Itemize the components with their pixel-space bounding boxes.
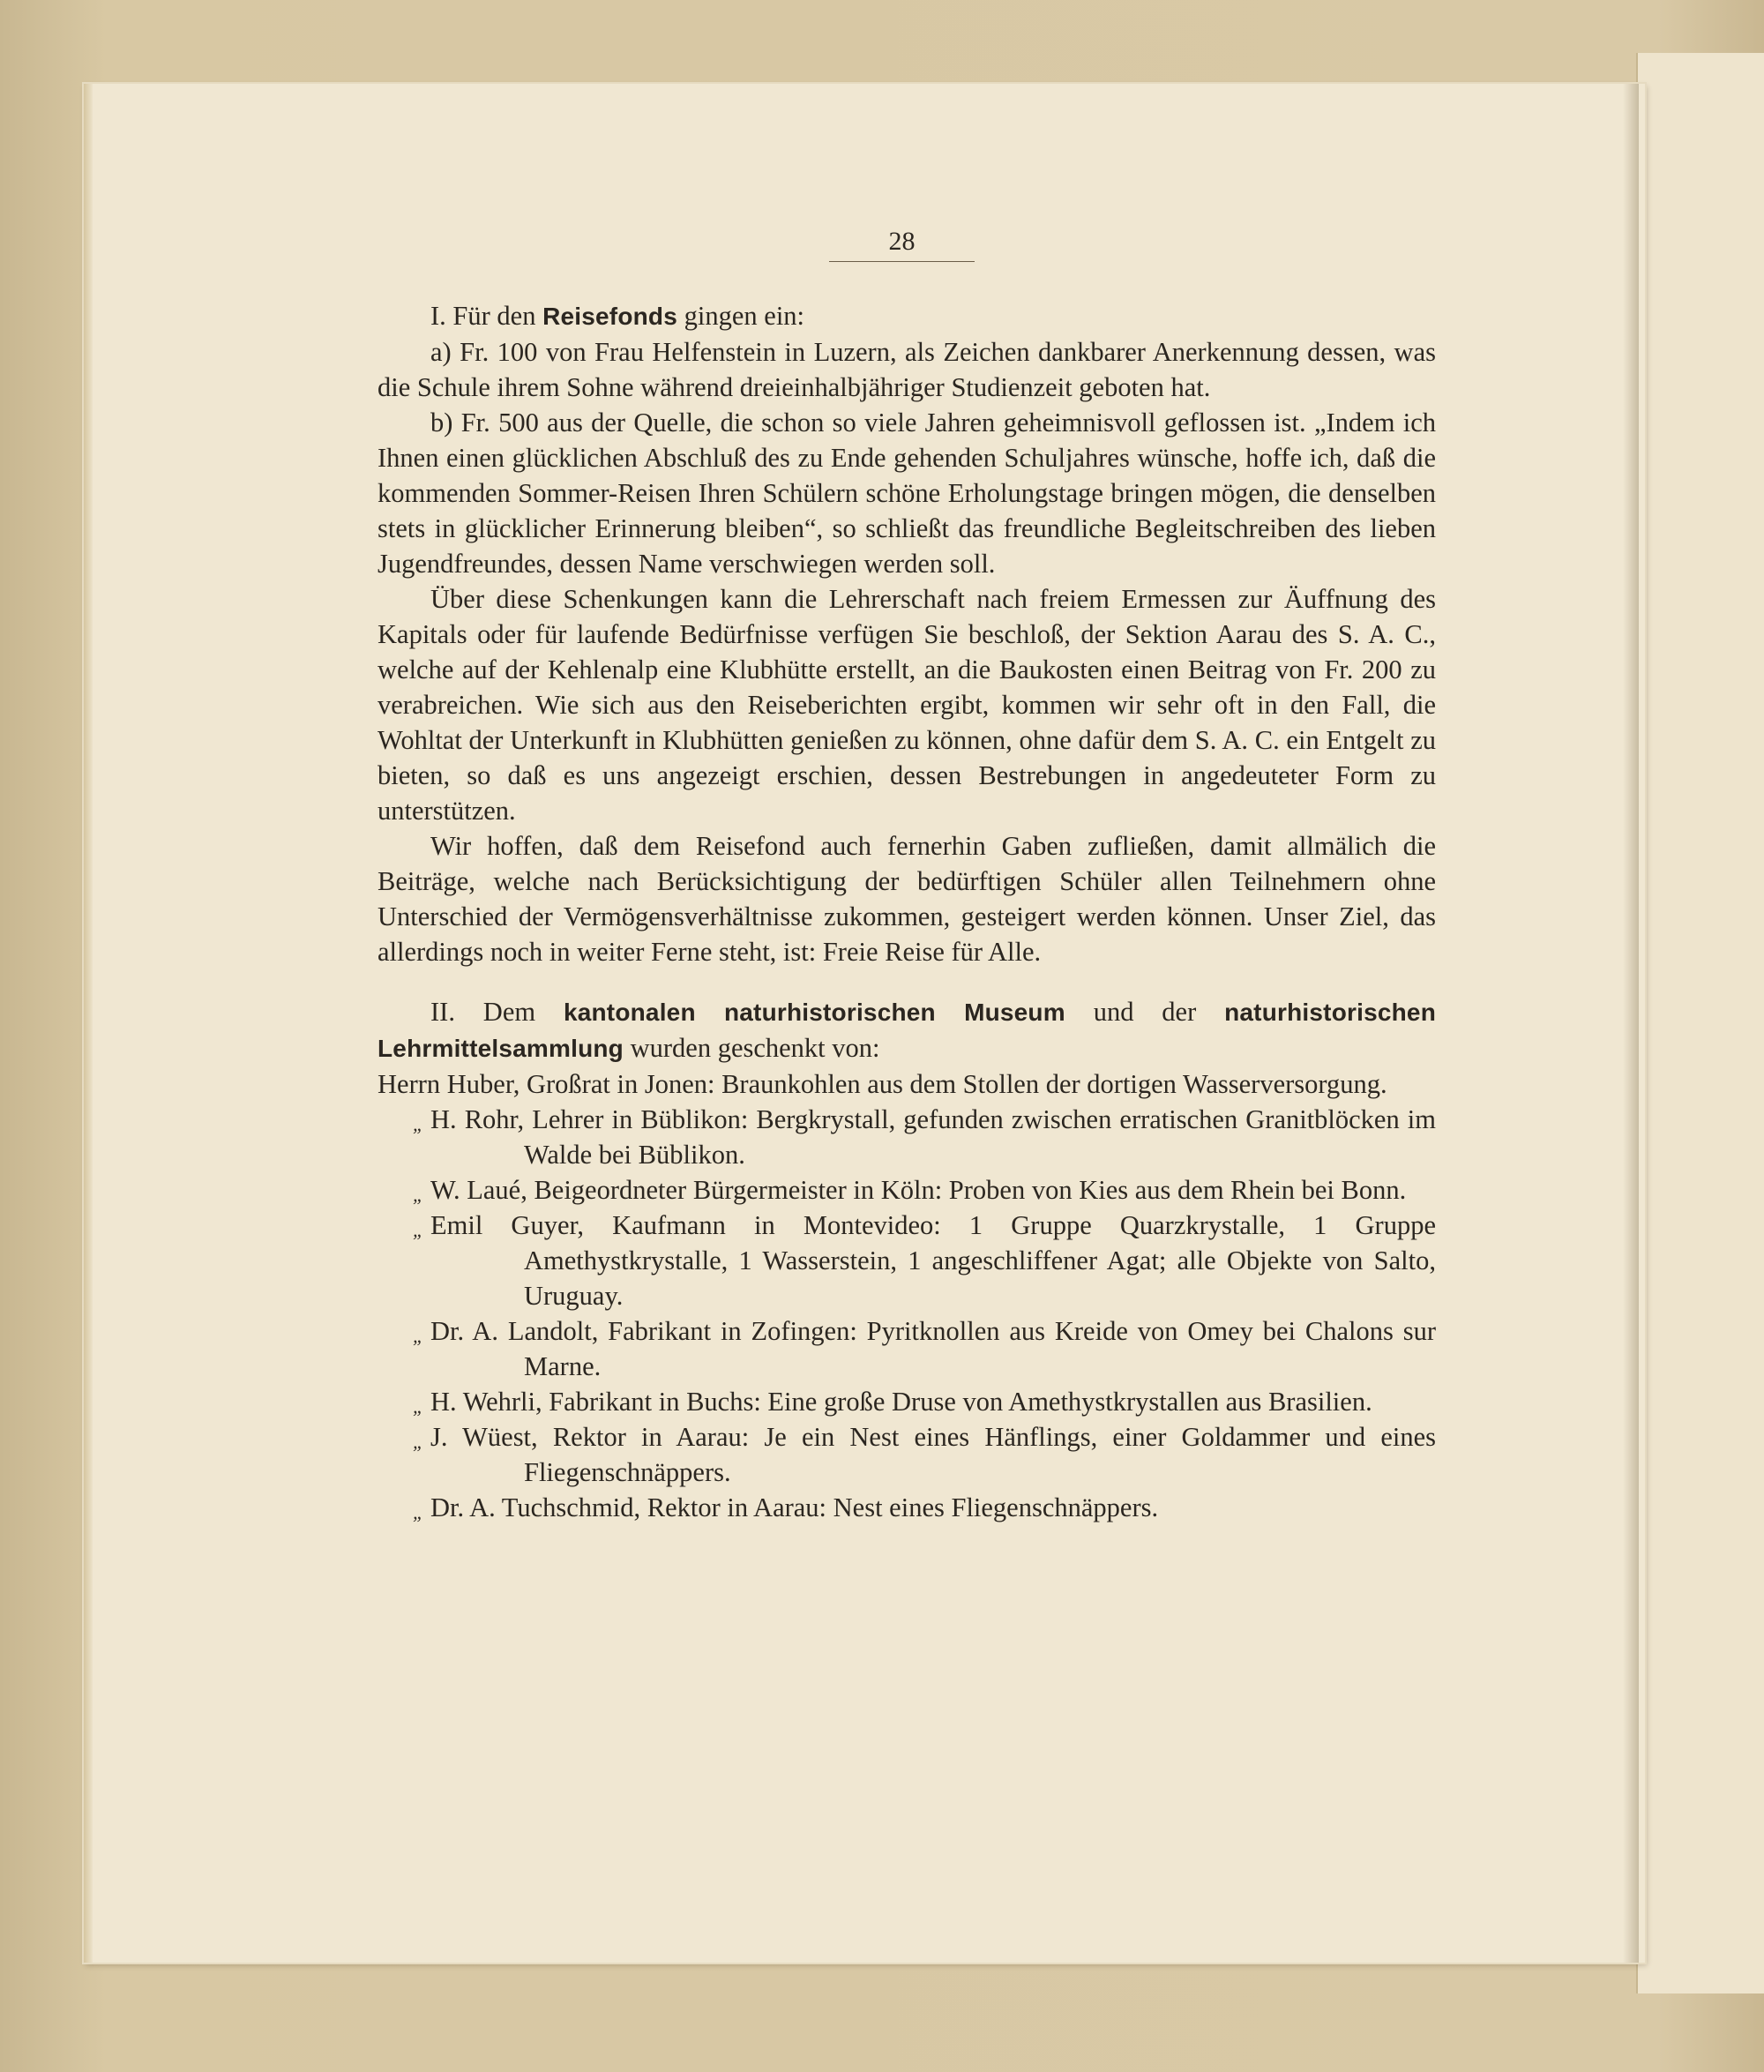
donor-text: H. Wehrli, Fabrikant in Buchs: Eine große Druse von Amethystkrystallen aus Brasilien. <box>430 1387 1372 1417</box>
heading-prefix: I. Für den <box>430 301 543 331</box>
donor-entry <box>377 1172 1436 1208</box>
donor-entry <box>377 1490 1436 1525</box>
ditto-mark: „ <box>413 1184 422 1206</box>
page-number: 28 <box>888 227 916 256</box>
ditto-mark: „ <box>413 1113 422 1135</box>
donor-entry <box>377 1313 1436 1384</box>
heading-two-middle: und der <box>1065 997 1225 1027</box>
page-text <box>377 221 1436 1525</box>
facing-page-edge <box>1636 53 1764 1993</box>
ditto-mark: „ <box>413 1219 422 1241</box>
heading-two-suffix: wurden geschenkt von: <box>623 1033 880 1063</box>
gutter-shadow <box>1623 84 1639 1963</box>
section-two-heading <box>377 994 1436 1066</box>
donor-text: Dr. A. Landolt, Fabrikant in Zofingen: Pyritknollen aus Kreide von Omey bei Chalons sur Marne. <box>430 1316 1436 1381</box>
page-edge <box>84 84 93 1963</box>
ditto-mark: „ <box>413 1395 422 1417</box>
donor-entry <box>377 1208 1436 1313</box>
donor-text: Dr. A. Tuchschmid, Rektor in Aarau: Nest eines Fliegenschnäppers. <box>430 1492 1159 1522</box>
heading-two-bold-collection: naturhistorischen Lehrmittelsammlung <box>377 999 1436 1062</box>
donor-text: J. Wüest, Rektor in Aarau: Je ein Nest eines Hänflings, einer Goldammer und eines Fliegenschnäppers. <box>430 1422 1436 1487</box>
heading-suffix: gingen ein: <box>677 301 805 331</box>
donor-entry <box>377 1419 1436 1490</box>
ditto-mark: „ <box>413 1431 422 1453</box>
paragraph-a: a) Fr. 100 von Frau Helfenstein in Luzern, als Zeichen dankbarer Anerkennung dessen, was die Schule ihrem Sohne während dreieinhalbjähriger Studienzeit geboten hat. <box>377 337 1436 402</box>
paragraph-d: Wir hoffen, daß dem Reisefond auch fernerhin Gaben zufließen, damit allmälich die Beiträge, welche nach Berücksichtigung der bedürftigen Schüler allen Teilnehmern ohne Unterschied der Vermögensverhältnisse zukommen, gesteigert werden können. Unser Ziel, das allerdings noch in weiter Ferne steht, ist: Freie Reise für Alle. <box>377 831 1436 967</box>
ditto-mark: „ <box>413 1501 422 1523</box>
donor-entry <box>377 1384 1436 1419</box>
donor-entry <box>377 1102 1436 1172</box>
section-one-heading <box>377 298 1436 334</box>
heading-two-bold-museum: kantonalen naturhistorischen Museum <box>563 999 1065 1026</box>
donor-entry: Herrn Huber, Großrat in Jonen: Braunkohlen aus dem Stollen der dortigen Wasserversorgung. <box>377 1069 1387 1099</box>
donor-text: H. Rohr, Lehrer in Büblikon: Bergkrystall, gefunden zwischen erratischen Granitblöcken im Walde bei Büblikon. <box>430 1104 1436 1170</box>
heading-bold: Reisefonds <box>542 303 678 330</box>
donor-text: W. Laué, Beigeordneter Bürgermeister in Köln: Proben von Kies aus dem Rhein bei Bonn. <box>430 1175 1407 1205</box>
paragraph-c: Über diese Schenkungen kann die Lehrerschaft nach freiem Ermessen zur Äuffnung des Kapitals oder für laufende Bedürfnisse verfügen Sie beschloß, der Sektion Aarau des S. A. C., welche auf der Kehlenalp eine Klubhütte erstellt, an die Baukosten einen Beitrag von Fr. 200 zu verabreichen. Wie sich aus den Reiseberichten ergibt, kommen wir sehr oft in den Fall, die Wohltat der Unterkunft in Klubhütten genießen zu können, ohne dafür dem S. A. C. ein Entgelt zu bieten, so daß es uns angezeigt erschien, dessen Bestrebungen in angedeuteter Form zu unterstützen. <box>377 584 1436 826</box>
paragraph-b: b) Fr. 500 aus der Quelle, die schon so viele Jahren geheimnisvoll geflossen ist. „Indem ich Ihnen einen glücklichen Abschluß des zu Ende gehenden Schuljahres wünsche, hoffe ich, daß die kommenden Sommer-Reisen Ihren Schülern schöne Erholungstage bringen mögen, die denselben stets in glücklicher Erinnerung bleiben“, so schließt das freundliche Begleitschreiben des lieben Jugendfreundes, dessen Name verschwiegen werden soll. <box>377 408 1436 579</box>
donor-text: Emil Guyer, Kaufmann in Montevideo: 1 Gruppe Quarzkrystalle, 1 Gruppe Amethystkrystalle, 1 Wasserstein, 1 angeschliffener Agat; alle Objekte von Salto, Uruguay. <box>430 1210 1436 1311</box>
ditto-mark: „ <box>413 1325 422 1347</box>
heading-two-prefix: II. Dem <box>430 997 564 1027</box>
